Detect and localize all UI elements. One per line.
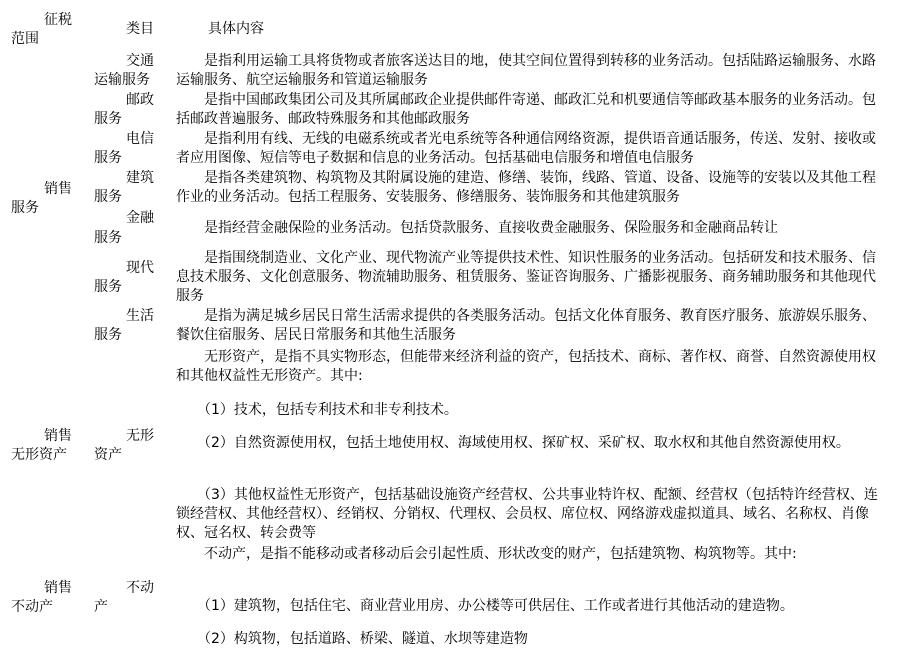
realestate-intro: 不动产，是指不能移动或者移动后会引起性质、形状改变的财产，包括建筑物、构筑物等。其中:	[176, 546, 797, 562]
services-item-finance-text: 是指经营金融保险的业务活动。包括贷款服务、直接收费金融服务、保险服务和金融商品转让	[176, 220, 778, 236]
intangible-group-label-line2: 无形资产	[11, 447, 67, 463]
intangible-item-other-rights: （3）其他权益性无形资产，包括基础设施资产经营权、公共事业特许权、配额、经营权（包括特许经营权、连锁经营权、其他经营权）、经销权、分销权、代理权、会员权、席位权、网络游戏虚拟道具、域名、名称权、肖像权、冠名权、转会费等	[176, 487, 878, 541]
services-item-telecom-text: 是指利用有线、无线的电磁系统或者光电系统等各种通信网络资源，提供语音通话服务，传送、发射、接收或者应用图像、短信等电子数据和信息的业务活动。包括基础电信服务和增值电信服务	[176, 131, 876, 166]
services-group-label-line2: 服务	[11, 200, 39, 216]
services-item-finance-name-line1: 金融	[126, 210, 154, 226]
services-item-telecom-name-line1: 电信	[126, 131, 154, 147]
intangible-name-line2: 资产	[94, 447, 122, 463]
header-content-label: 具体内容	[208, 21, 264, 37]
services-item-postal-name-line2: 服务	[94, 111, 122, 127]
services-item-telecom-name-line2: 服务	[94, 150, 122, 166]
header-category-label: 类目	[126, 21, 154, 37]
services-item-transport-text: 是指利用运输工具将货物或者旅客送达目的地，使其空间位置得到转移的业务活动。包括陆路运输服务、水路运输服务、航空运输服务和管道运输服务	[176, 53, 876, 88]
realestate-group-label-line2: 不动产	[11, 599, 53, 615]
intangible-item-technology: （1）技术，包括专利技术和非专利技术。	[176, 402, 458, 418]
realestate-name-line1: 不动	[126, 580, 154, 596]
services-item-life-text: 是指为满足城乡居民日常生活需求提供的各类服务活动。包括文化体育服务、教育医疗服务、旅游娱乐服务、餐饮住宿服务、居民日常服务和其他生活服务	[176, 308, 876, 343]
intangible-intro: 无形资产，是指不具实物形态，但能带来经济利益的资产，包括技术、商标、著作权、商誉、自然资源使用权和其他权益性无形资产。其中:	[176, 349, 876, 384]
intangible-group-label-line1: 销售	[44, 428, 72, 444]
services-item-construction-name-line1: 建筑	[126, 170, 154, 186]
header-scope-label-line1: 征税	[44, 12, 72, 28]
realestate-item-buildings: （1）建筑物，包括住宅、商业营业用房、办公楼等可供居住、工作或者进行其他活动的建造物。	[176, 598, 794, 614]
services-item-finance-name-line2: 服务	[94, 230, 122, 246]
intangible-item-natural-resources: （2）自然资源使用权，包括土地使用权、海域使用权、探矿权、采矿权、取水权和其他自然资源使用权。	[176, 435, 850, 451]
realestate-name-line2: 产	[94, 599, 108, 615]
services-item-modern-text: 是指围绕制造业、文化产业、现代物流产业等提供技术性、知识性服务的业务活动。包括研发和技术服务、信息技术服务、文化创意服务、物流辅助服务、租赁服务、鉴证咨询服务、广播影视服务、商务辅助服务和其他现代服务	[176, 250, 876, 304]
services-item-modern-name-line1: 现代	[126, 260, 154, 276]
services-item-transport-name-line1: 交通	[126, 53, 154, 69]
services-group-label-line1: 销售	[44, 181, 72, 197]
services-item-construction-text: 是指各类建筑物、构筑物及其附属设施的建造、修缮、装饰，线路、管道、设备、设施等的安装以及其他工程作业的业务活动。包括工程服务、安装服务、修缮服务、装饰服务和其他建筑服务	[176, 170, 876, 205]
services-item-postal-text: 是指中国邮政集团公司及其所属邮政企业提供邮件寄递、邮政汇兑和机要通信等邮政基本服务的业务活动。包括邮政普遍服务、邮政特殊服务和其他邮政服务	[176, 92, 876, 127]
services-item-postal-name-line1: 邮政	[126, 92, 154, 108]
services-item-transport-name-line2: 运输服务	[94, 72, 150, 88]
realestate-group-label-line1: 销售	[44, 580, 72, 596]
services-item-life-name-line2: 服务	[94, 327, 122, 343]
realestate-item-structures: （2）构筑物，包括道路、桥梁、隧道、水坝等建造物	[176, 631, 528, 647]
intangible-name-line1: 无形	[126, 428, 154, 444]
services-item-life-name-line1: 生活	[126, 308, 154, 324]
services-item-modern-name-line2: 服务	[94, 279, 122, 295]
header-scope-label-line2: 范围	[11, 31, 39, 47]
services-item-construction-name-line2: 服务	[94, 189, 122, 205]
